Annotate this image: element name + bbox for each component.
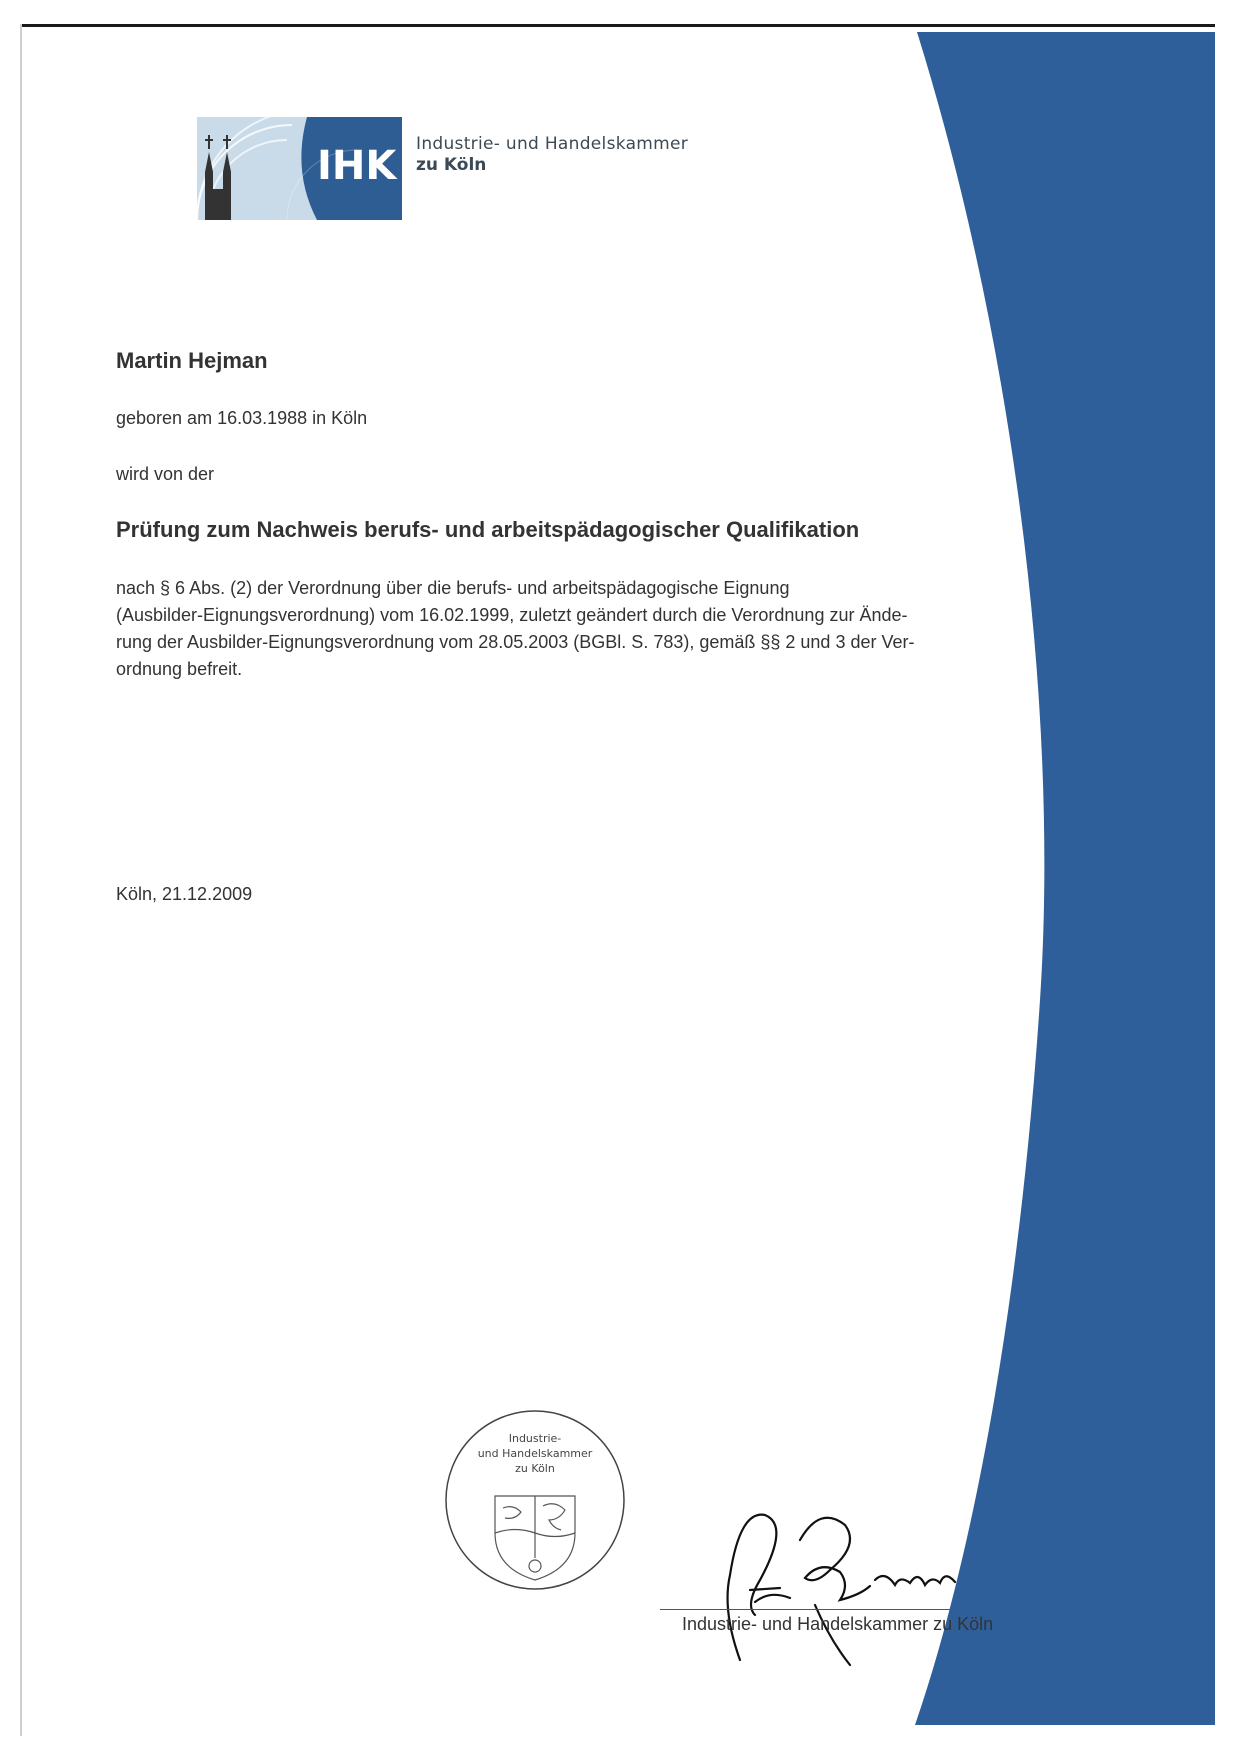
exemption-text-line: rung der Ausbilder-Eignungsverordnung vom 28.05.2003 (BGBl. S. 783), gemäß §§ 2 und 3 der Ver-	[116, 632, 915, 652]
logo-org-line2: zu Köln	[416, 155, 487, 175]
exemption-text-line: (Ausbilder-Eignungsverordnung) vom 16.02.1999, zuletzt geändert durch die Verordnung zur Ände-	[116, 605, 908, 625]
coat-of-arms-icon	[495, 1496, 575, 1580]
left-border-line	[20, 24, 22, 1736]
intro-line: wird von der	[116, 464, 215, 484]
logo-org-line1: Industrie- und Handelskammer	[416, 134, 689, 154]
logo-abbr: IHK	[317, 143, 397, 189]
recipient-name: Martin Hejman	[116, 348, 268, 373]
top-border-line	[20, 24, 1215, 27]
seal-line1: Industrie-	[508, 1432, 562, 1445]
place-and-date: Köln, 21.12.2009	[116, 884, 253, 904]
signature-caption: Industrie- und Handelskammer zu Köln	[682, 1614, 994, 1634]
exemption-text	[116, 575, 1016, 683]
seal-line2: und Handelskammer	[477, 1447, 593, 1460]
signature-line	[660, 1609, 1030, 1610]
exemption-text-line: nach § 6 Abs. (2) der Verordnung über die berufs- und arbeitspädagogische Eignung	[116, 578, 790, 598]
logo-organization-name	[416, 134, 688, 175]
exam-title: Prüfung zum Nachweis berufs- und arbeitspädagogischer Qualifikation	[116, 517, 860, 542]
exemption-text-line: ordnung befreit.	[116, 659, 243, 679]
recipient-birth-line: geboren am 16.03.1988 in Köln	[116, 408, 368, 428]
ihk-logo	[197, 117, 402, 220]
seal-line3: zu Köln	[515, 1462, 555, 1475]
handwritten-signature	[720, 1490, 980, 1670]
official-seal	[443, 1408, 628, 1593]
